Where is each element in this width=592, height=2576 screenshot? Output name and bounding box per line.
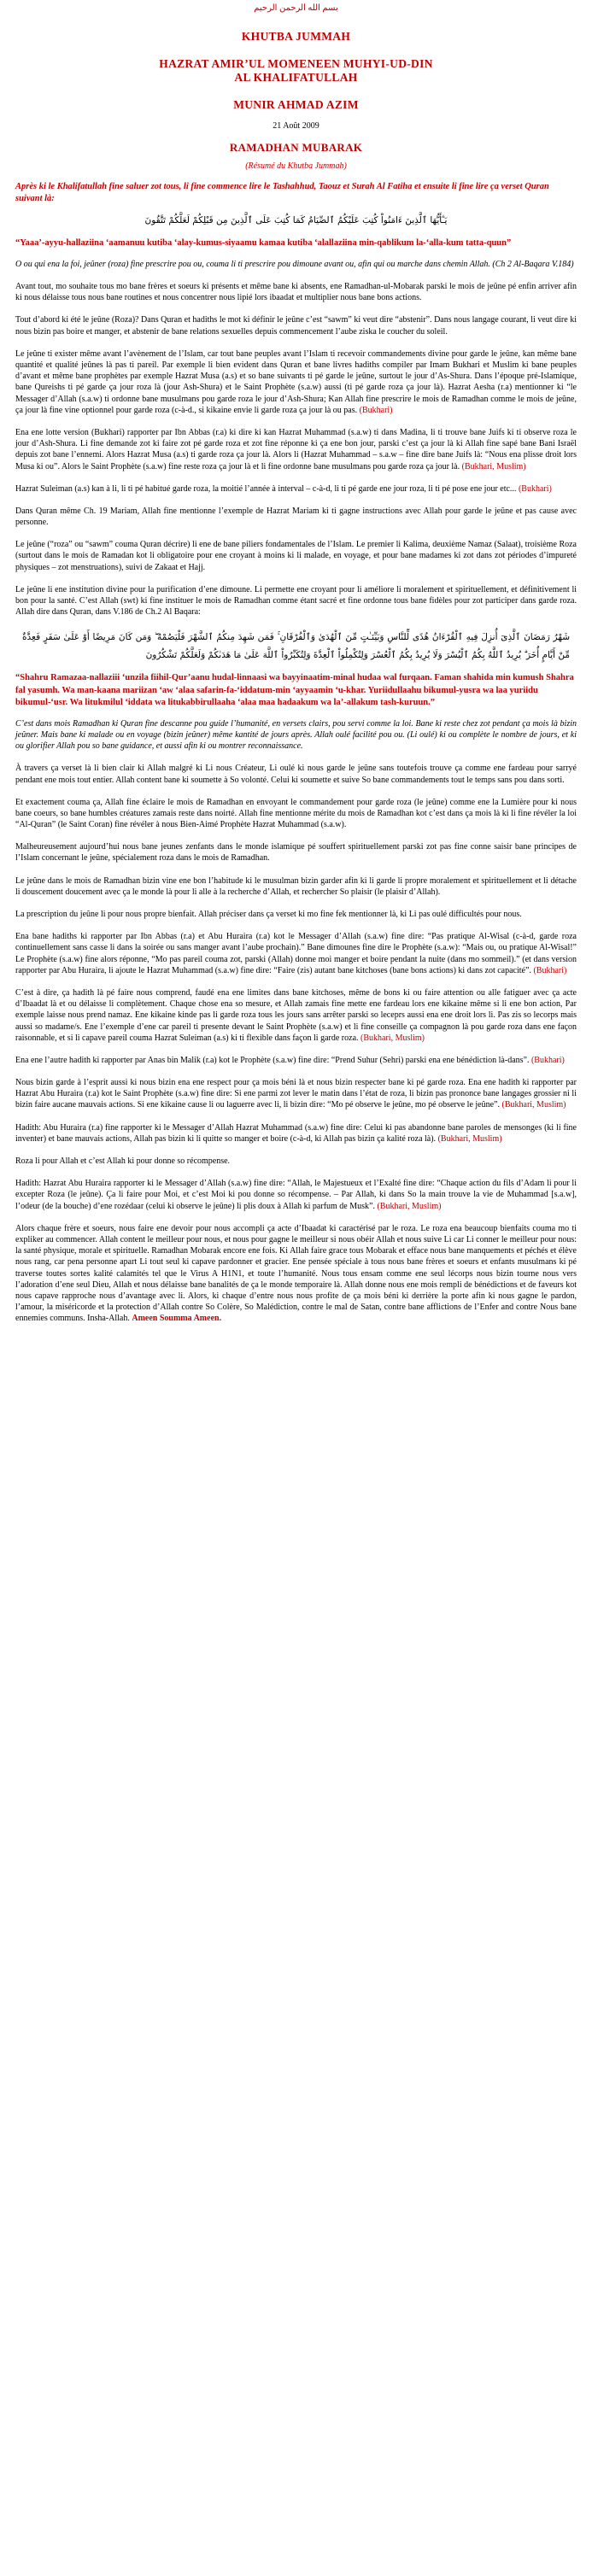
paragraph [15,931,577,976]
paragraph-text: Le jeûne ti exister même avant l’avènement de l’Islam, car tout bane peuples avant l’Islam ti recevoir commandements divine pour garde le jeûne, kan même bane quantité et qualité jeûnes là pas ti pareil. Par exemple li bien evident dans Quran et bane livres hadiths compiler par Imam Bukhari et Muslim ki bane peuples d’avant et même bane prophètes par exemple Hazrat Musa (a.s) et so bane suivants ti pé garde le jeûne, surtout le jour d’As-Shura. Dans l’époque pré-Islamique, bane Qureishs ti pé garde ça jour roza là (jour Ash-Shura) et le Saint Prophète (s.a.w) aussi (ti pé garde roza ça jour là). Hazrat Aesha (r.a) mentionner ki “le Messager d’Allah (s.a.w) ti ordonne bane musulmans pou garde roza le jour d’Ash-Shura; Kan Allah fine prescrire le mois de Ramadhan comme le mois de jeûne, ça jour là fine vine optionnel pour garde roza (c-à-d., si kikaine envie li garde roza ça jour là ou pas. [15,348,577,415]
paragraph-text: Nous bizin garde à l’esprit aussi ki nous bizin ena ene respect pour ça mois béni là et nous bizin respecter bane ki pé garde roza. Ena ene hadith ki rapporter par Hazrat Abu Huraira (r.a) kot le Saint Prophète (s.a.w) fine dire: Si ene parmi zot lever le matin dans l’état de roza, li bizin pas prononce bane langages grossier ni li bizin faire aucane mauvais actions. Si ene kikaine cause li ou laguerre avec li, li bizin dire: “Mo pé observe le jeûne, mo pé observe le jeûne”. [15,1078,577,1110]
paragraph: Et exactement couma ça, Allah fine éclaire le mois de Ramadhan en envoyant le commandement pour garde roza (le jeûne) comme ene la Lumière pour ki nous bane coeurs, so bane humbles créatures zamais reste dans noirté. Allah fine mentionne mérite du mois de Ramadhan kot c’est dans ça mois là ki li fine révéler la loi “Al-Quran” (le Saint Coran) fine révéler à nous Bien-Aimé Prophète Hazrat Muhammad (s.a.w). [15,797,577,830]
source-citation: (Bukhari, Muslim) [461,461,526,471]
basmala: بسم الله الرحمن الرحيم [254,3,338,13]
verse-2-arabic: شَهْرُ رَمَضَانَ ٱلَّذِىٓ أُنزِلَ فِيهِ ٱلْقُرْءَانُ هُدًى لِّلنَّاسِ وَبَيِّنَـٰتٍ مِّنَ ٱلْهُدَىٰ وَٱلْفُرْقَانِ ۚ فَمَن شَهِدَ مِنكُمُ ٱلشَّهْرَ فَلْيَصُمْهُ ۖ وَمَن كَانَ مَرِيضًا أَوْ عَلَىٰ سَفَرٍ فَعِدَّةٌ مِّنْ أَيَّامٍ أُخَرَ ۗ يُرِيدُ ٱللَّهُ بِكُمُ ٱلْيُسْرَ وَلَا يُرِيدُ بِكُمُ ٱلْعُسْرَ وَلِتُكْمِلُواْ ٱلْعِدَّةَ وَلِتُكَبِّرُواْ ٱللَّهَ عَلَىٰ مَا هَدَىٰكُمْ وَلَعَلَّكُمْ تَشْكُرُونَ [22,632,570,660]
paragraph-text: Hadith: Hazrat Abu Huraira rapporter ki le Messager d’Allah (s.a.w) fine dire: “Allah, le Majestueux et l’Exalté fine dire: “Chaque action du fils d’Adam li pour li excepter Roza (le jeûne). Ça li faire pour Moi, et c’est Moi ki pou donne so récompense. – Par Allah, ki dans So la main trouve la vie de Muhammad [s.a.w], l’odeur (de la bouche) d’ene rozédaar (celui ki observe le jeûne) li plis doux à Allah ki parfum de Musk”. [15,1179,577,1211]
paragraph: Tout d’abord ki été le jeûne (Roza)? Dans Quran et hadiths le mot ki définir le jeûne c’est “sawm” ki veut dire “abstenir”. Dans nous langage courant, li veut dire ki nous bizin pas boire et manger, et abstenir de bane relations sexuelles depuis commencement l’aube ziska le coucher du soleil. [15,315,577,337]
khutba-document [15,0,577,1324]
paragraph-text: Ena ene lotte version (Bukhari) rapporter par Ibn Abbas (r.a) ki dire ki kan Hazrat Muhammad (s.a.w) ti dans Madina, li ti trouve bane Juifs ki ti observe roza le jour d’Ash-Shura. Li fine demande zot ki faire zot pé garde roza et zot fine réponne ki ça ene bon jour, parski c’est ça jour là ki Allah fine sapé bane Bani Israël depuis zot bane l’ennemi. Alors Hazrat Musa (a.s) ti garde roza ça jour là. Alors li (Hazrat Muhammad – s.a.w – fine dire bane Juifs là: “Nous ena plisse droit lors Musa ki ou”. Alors le Saint Prophète (s.a.w) fine reste roza ça jour là et li fine ordonne bane musulmans pou garde roza ça jour là. [15,427,577,471]
paragraph [15,427,577,472]
paragraph [15,1223,577,1325]
source-citation: (Bukhari, Muslim) [377,1201,442,1211]
paragraph-text: Ena bane hadiths ki rapporter par Ibn Abbas (r.a) et Abu Huraira (r.a) kot le Messager d’Allah (s.a.w) fine dire: “Pas pratique Al-Wisal (c-à-d, garde roza continuellement sans casse li dans la soirée ou sans manger avant l’aube prochain).” Bane dimounes fine dire le Prophète (s.a.w): “Mais ou, ou pratique Al-Wisal!” Le Prophète (s.a.w) fine alors réponne, “Mo pas pareil couma zot, parski (Allah) donne moi manger et boire pendant la nuite (dans mo sommeil).” (et dans version rapporter par Abu Huraira, li ajoute le Hazrat Muhammad (s.a.w) fine dire: “Faire (zis) autant bane kitchoses (bane bons actions) ki dans zot capacité”. [15,932,577,975]
source-citation: (Bukhari, Muslim) [360,1033,425,1043]
paragraph: La prescription du jeûne li pour nous propre bienfait. Allah préciser dans ça verset ki mo fine fek mentionner là, ki Li pas oulé difficultés pour nous. [15,910,522,920]
paragraph: À travers ça verset là li bien clair ki Allah malgré ki Li nous Créateur, Li oulé ki nous garde le jeûne sans toutefois trouve ça comme ene fardeau pour sarryé pendant ene mois tout entier. Allah content bane ki soumette à So volonté. Celui ki soumette et suive So bane commandements tout le temps sans pou dans sorti. [15,764,577,785]
paragraph [15,1055,577,1066]
paragraph [15,1077,577,1111]
doc-resume: (Résumé du Khutba Jummah) [245,161,347,171]
source-citation: (Bukhari, Muslim) [501,1100,566,1110]
paragraph: Dans Quran même Ch. 19 Mariam, Allah fine mentionne l’exemple de Hazrat Mariam ki ti gagne instructions avec Allah pour garde le jeûne et pas cause avec personne. [15,506,577,528]
source-citation: (Bukhari) [359,405,393,415]
paragraph-text: Ena ene l’autre hadith ki rapporter par Anas bin Malik (r.a) kot le Prophète (s.a.w) fine dire: “Prend Suhur (Sehri) parski ena ene bénédiction là-dans”. [15,1055,530,1065]
header-block [15,30,577,171]
paragraph-text: Alors chaque frère et soeurs, nous faire ene devoir pour nous accompli ça acte d’Ibaadat ki caractérisé par le roza. Le roza ena beaucoup bienfaits couma mo ti expliker au commencer. Allah content le meilleur pour nous, et nous pour gagne le meilleur si nous obéir Allah et nous suive Li car Li conner le meilleur pour nous: la santé physique, morale et spirituelle. Ramadhan Mobarak encore ene fois. Ki Allah faire grace tous Mobarak et efface nous bane manquements et péchés et élève nous rang, car pena personne apart Li tout seul ki capave pardonner et gracier. Ene pensée spéciale à tous nous bane frères et soeurs et enfants musulmans ki pé traverse toutes sortes kalité calamités tel que le Virus A H1N1, et toute l’humanité. Nous tous ensam comme ene seul lécorps nous bizin tourne nous vers l’adoration d’ene seul Dieu, Allah et nous délaisse bane banalités de ça le monde temporaire là. Allah donne nous ene mois rempli de bénédictions et de faveurs kot nous capave rapproche nous d’avantage avec li. Alors, ki chaque d’entre nous nous profite de ça mois béni ki derrière la porte afin ki nous gagne le pardon, l’amour, la miséricorde et la protection d’Allah contre So Colère, So Malédiction, contre le mal de Satan, contre bane afflictions de l’Enfer and contre Nous bane ennemies communs. Insha-Allah. [15,1223,577,1324]
paragraph: Malheureusement aujourd’hui nous bane jeunes zenfants dans le monde islamique pé souffert spirituellement parski zot pas fine conne saisir bane principes de l’Islam concernant le jeûne, spécialement roza dans le mois de Ramadhan. [15,842,577,864]
paragraph: Le jeûne li ene institution divine pour la purification d’ene dimoune. Li permette ene croyant pour li améliore li moralement et spirituellement, et définitivement li bon pour la santé. C’est Allah (swt) ki fine instituer le mois de Ramadhan comme étant sacré et fine ordonne tous bane fidèles pour zot participer dans garde roza. Allah dire dans Quran, dans V.186 de Ch.2 Al Baqara: [15,584,577,618]
paragraph [15,1122,577,1145]
author-line-3: MUNIR AHMAD AZIM [233,98,359,111]
paragraph-text: Hadith: Abu Huraira (r.a) fine rapporter ki le Messager d’Allah Hazrat Muhammad (s.a.w) fine dire: Celui ki pas abandonne bane paroles de mensonges (ki li fine inventer) et bane mauvais actions, Allah pas bizin ki li quitte so manger et boire (c-à-d, ki Allah pas bizin ça kalité roza là). [15,1122,577,1144]
paragraph [15,348,577,416]
verse-2-translation: C’est dans mois Ramadhan ki Quran fine descanne pou guide l’humanité, en versets clairs, pou servi comme la loi. Bane ki reste chez zot pendant ça mois là bizin jeûner. Mais bane ki malade ou en voyage (bizin jeûner) même kantité de jours après. Allah oulé facilité pou ou. (Li oulé) ki ou complète le nombre de jours, et ki ou glorifier Allah pou so bane guidance, et aussi afin ki ou montrer reconnaissance. [15,718,577,752]
paragraph: Le jeûne dans le mois de Ramadhan bizin vine ene bon l’habitude ki le musulman bizin garder afin ki li garde li propre moralement et spirituellement et li détache li douscement doucement avec ça le monde là pour li alle à la recherche d’Allah, et rechercher So plaisir (le plaisir d’Allah). [15,875,577,897]
paragraph: Avant tout, mo souhaite tous mo bane frères et soeurs ki présents et même bane ki absents, ene Ramadhan-ul-Mobarak parski le mois de jeûne pé enfin arriver afin ki nous délaisse tous nous bane routines et nous concentrer nous lipié lors ibaadat et multiplier nous bane bons actions. [15,282,577,303]
verse-1-arabic: يَـٰٓأَيُّهَا ٱلَّذِينَ ءَامَنُواْ كُتِبَ عَلَيْكُمُ ٱلصِّيَامُ كَمَا كُتِبَ عَلَى ٱلَّذِينَ مِن قَبْلِكُمْ لَعَلَّكُمْ تَتَّقُونَ [144,214,448,225]
paragraph-text: C’est à dire, ça hadith là pé faire nous comprend, faudé ena ene limites dans bane kitchoses, même de bons ki ou faire attention ou alle fatiguer avec ça acte d’Ibaadat là et ou délaisse li complètement. Chaque chose ena so mesure, et Allah zamais fine mette ene fardeau lors ene kikaine même si li ene bon action, Par exemple laisse nous prend namaz. Ene kikaine kinde pas li garde roza tous les jours sans arrêter parski so leceprs aussi ena ene droit lors li. Pas zis so lecorps mais aussi so madame/s. Ene l’exemple d’ene car pareil ti presente devant le Saint Prophète (s.a.w) et li fine conseille ça compagnon là pou garde roza dans ene façon raisonnable, et si li capave pareil couma Hazrat Suleiman (a.s) ki ti flexible dans façon li garde roza. [15,987,577,1043]
paragraph: Le jeûne (“roza” ou “sawm” couma Quran décrire) li ene de bane piliers fondamentales de l’Islam. Le premier li Kalima, deuxième Namaz (Salaat), troisième Roza (surtout dans le mois de Ramadan kot li obligatoire pour ene croyant à moins ki li malade, en voyage, et pour bane madames ki zot dans zot périodes d’impureté physiques – zot menstruations), suivi de Zakaat et Hajj. [15,540,577,572]
paragraph [15,987,577,1044]
paragraph: Roza li pour Allah et c’est Allah ki pour donne so récompense. [15,1156,231,1167]
source-citation: (Bukhari) [518,483,552,494]
author-line-2: AL KHALIFATULLAH [234,71,358,84]
source-citation: (Bukhari, Muslim) [437,1133,502,1144]
paragraph [15,1178,577,1212]
doc-title: KHUTBA JUMMAH [241,30,351,43]
verse-2-transliteration: “Shahru Ramazaa-nallaziii ‘unzila fiihil-Qur’aanu hudal-linnaasi wa bayyinaatim-minal hudaa wal furqaan. Faman shahida min kumush Shahra fal yasumh. Wa man-kaana mariizan ‘aw ‘alaa safarin-fa-‘iddatum-min ‘ayyaamin ‘u-khar. Yuriidullaahu bikumul-yusra wa laa yuriidu bikumul-‘usr. Wa litukmilul ‘iddata wa litukabbirullaaha ‘alaa maa hadaakum wa la’-allakum tash-kuruun.” [15,673,574,708]
verse-1-transliteration: “Yaaa’-ayyu-hallaziina ‘aamanuu kutiba ‘alay-kumus-siyaamu kamaa kutiba ‘alallaziina min-qablikum la-‘alla-kum tatta-quun” [15,238,512,249]
author-line-1: HAZRAT AMIR’UL MOMENEEN MUHYI-UD-DIN [159,57,433,70]
doc-date: 21 Août 2009 [273,121,319,131]
intro-paragraph: Après ki le Khalifatullah fine saluer zot tous, li fine commence lire le Tashahhud, Taouz et Surah Al Fatiha et ensuite li fine lire ça verset Quran suivant là: [15,182,549,204]
doc-subject: RAMADHAN MUBARAK [229,141,363,154]
verse-1-translation: O ou qui ena la foi, jeûner (roza) fine prescrire pou ou, couma li ti prescrire pou dimoune avant ou, afin qui ou marche dans chemin Allah. (Ch 2 Al-Baqara V.184) [15,259,574,269]
source-citation: (Bukhari) [530,1055,565,1065]
closing-ameen: Ameen Soumma Ameen. [132,1314,222,1324]
paragraph [15,483,577,495]
source-citation: (Bukhari) [533,965,567,975]
paragraph-text: Hazrat Suleiman (a.s) kan à li, li ti pé habitué garde roza, la moitié l’année à interval – c-à-d, li ti pé garde ene jour roza, li ti pé pose ene jour etc... [15,483,517,494]
